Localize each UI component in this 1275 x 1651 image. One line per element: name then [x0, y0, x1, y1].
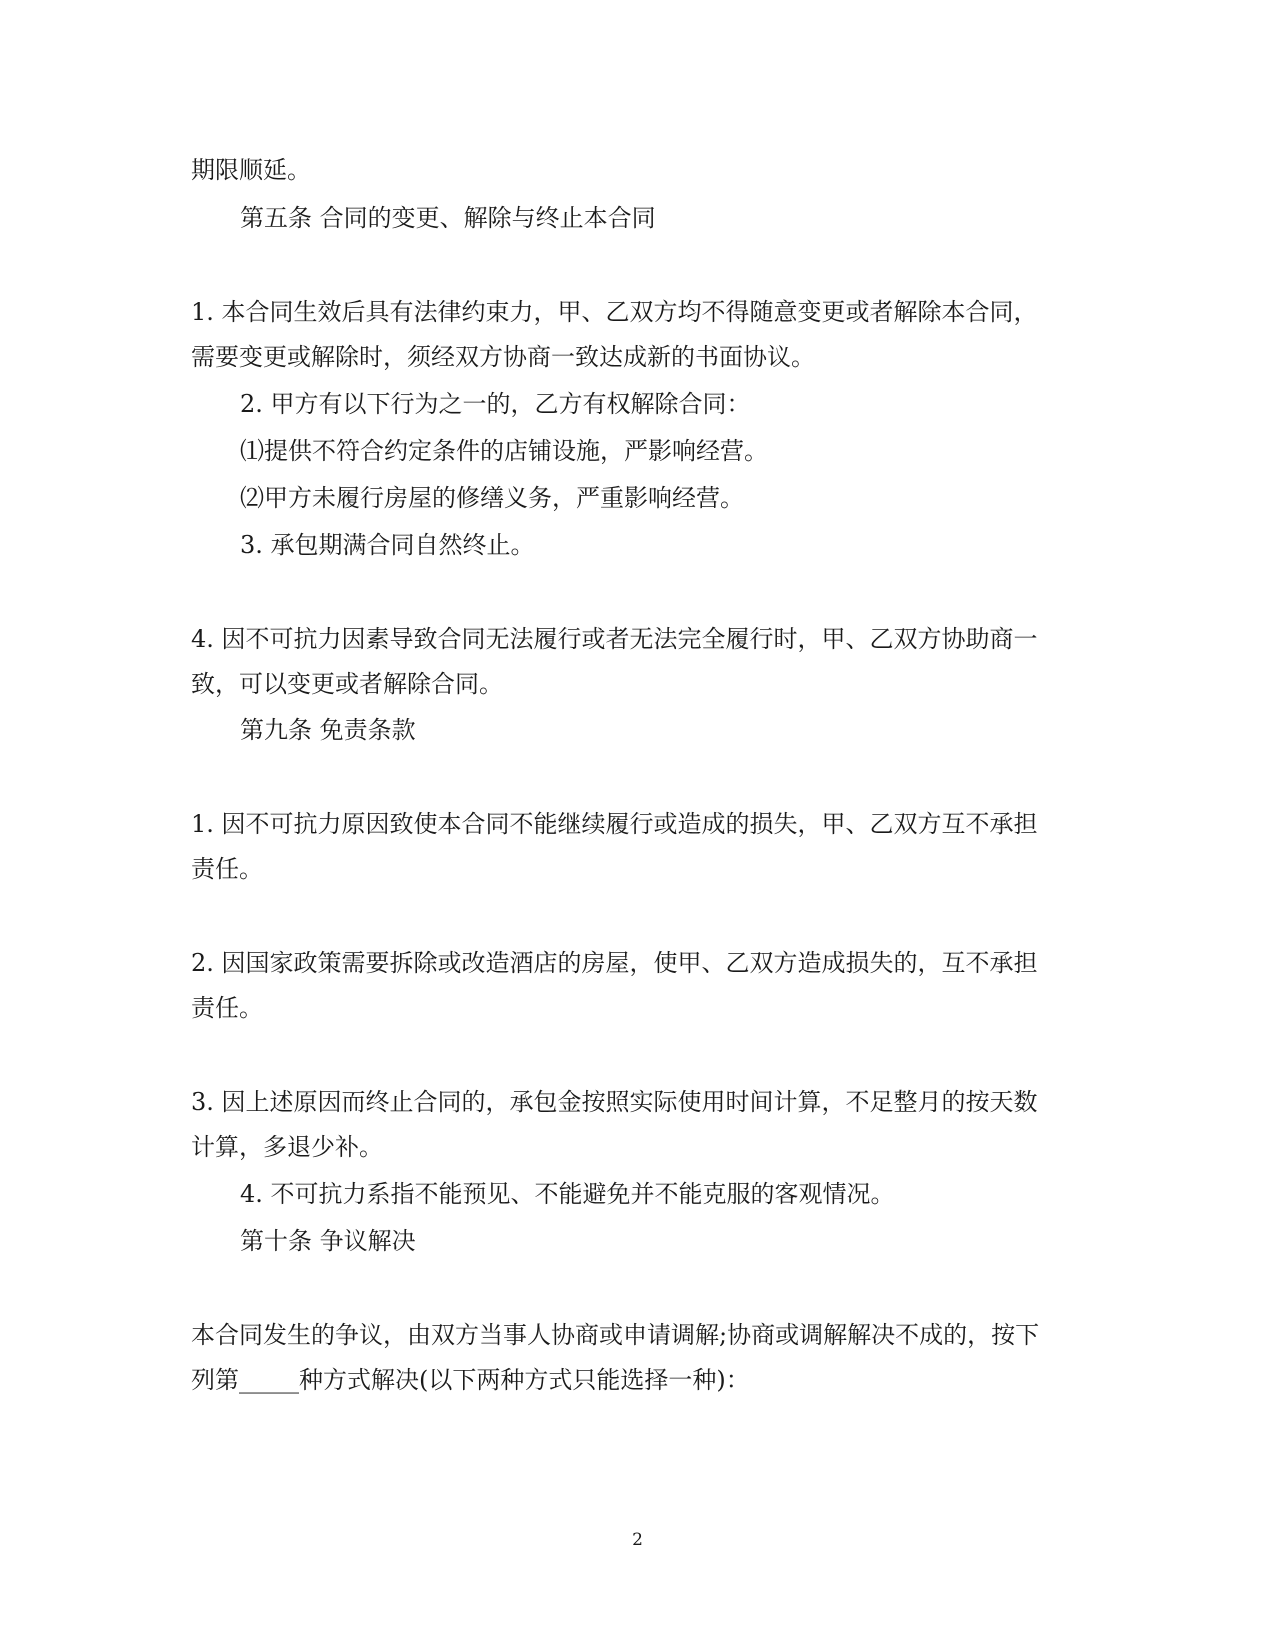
text-line: 1. 因不可抗力原因致使本合同不能继续履行或造成的损失，甲、乙双方互不承担 [191, 810, 1038, 838]
text-line: 责任。 [191, 994, 263, 1022]
text-line: 需要变更或解除时，须经双方协商一致达成新的书面协议。 [191, 343, 815, 371]
text-line: 期限顺延。 [191, 156, 311, 184]
text-line: 4. 不可抗力系指不能预见、不能避免并不能克服的客观情况。 [240, 1180, 895, 1208]
text-line: 2. 甲方有以下行为之一的，乙方有权解除合同： [240, 390, 751, 418]
section-heading-5: 第五条 合同的变更、解除与终止本合同 [240, 204, 656, 232]
text-line: 3. 承包期满合同自然终止。 [240, 531, 535, 559]
page-number: 2 [632, 1530, 643, 1550]
section-heading-10: 第十条 争议解决 [240, 1227, 416, 1255]
text-line: ⑴提供不符合约定条件的店铺设施，严影响经营。 [240, 437, 768, 465]
text-line: 4. 因不可抗力因素导致合同无法履行或者无法完全履行时，甲、乙双方协助商一 [191, 625, 1038, 653]
text-line: 计算，多退少补。 [191, 1133, 383, 1161]
text-line: 本合同发生的争议，由双方当事人协商或申请调解;协商或调解解决不成的，按下 [191, 1321, 1040, 1349]
text-line: 3. 因上述原因而终止合同的，承包金按照实际使用时间计算，不足整月的按天数 [191, 1088, 1038, 1116]
text-line: 2. 因国家政策需要拆除或改造酒店的房屋，使甲、乙双方造成损失的，互不承担 [191, 949, 1038, 977]
text-line: 1. 本合同生效后具有法律约束力，甲、乙双方均不得随意变更或者解除本合同， [191, 298, 1038, 326]
text-line: 列第_____种方式解决(以下两种方式只能选择一种)： [191, 1366, 750, 1394]
text-line: 致，可以变更或者解除合同。 [191, 670, 503, 698]
text-line: 责任。 [191, 855, 263, 883]
section-heading-9: 第九条 免责条款 [240, 716, 416, 744]
text-line: ⑵甲方未履行房屋的修缮义务，严重影响经营。 [240, 484, 744, 512]
